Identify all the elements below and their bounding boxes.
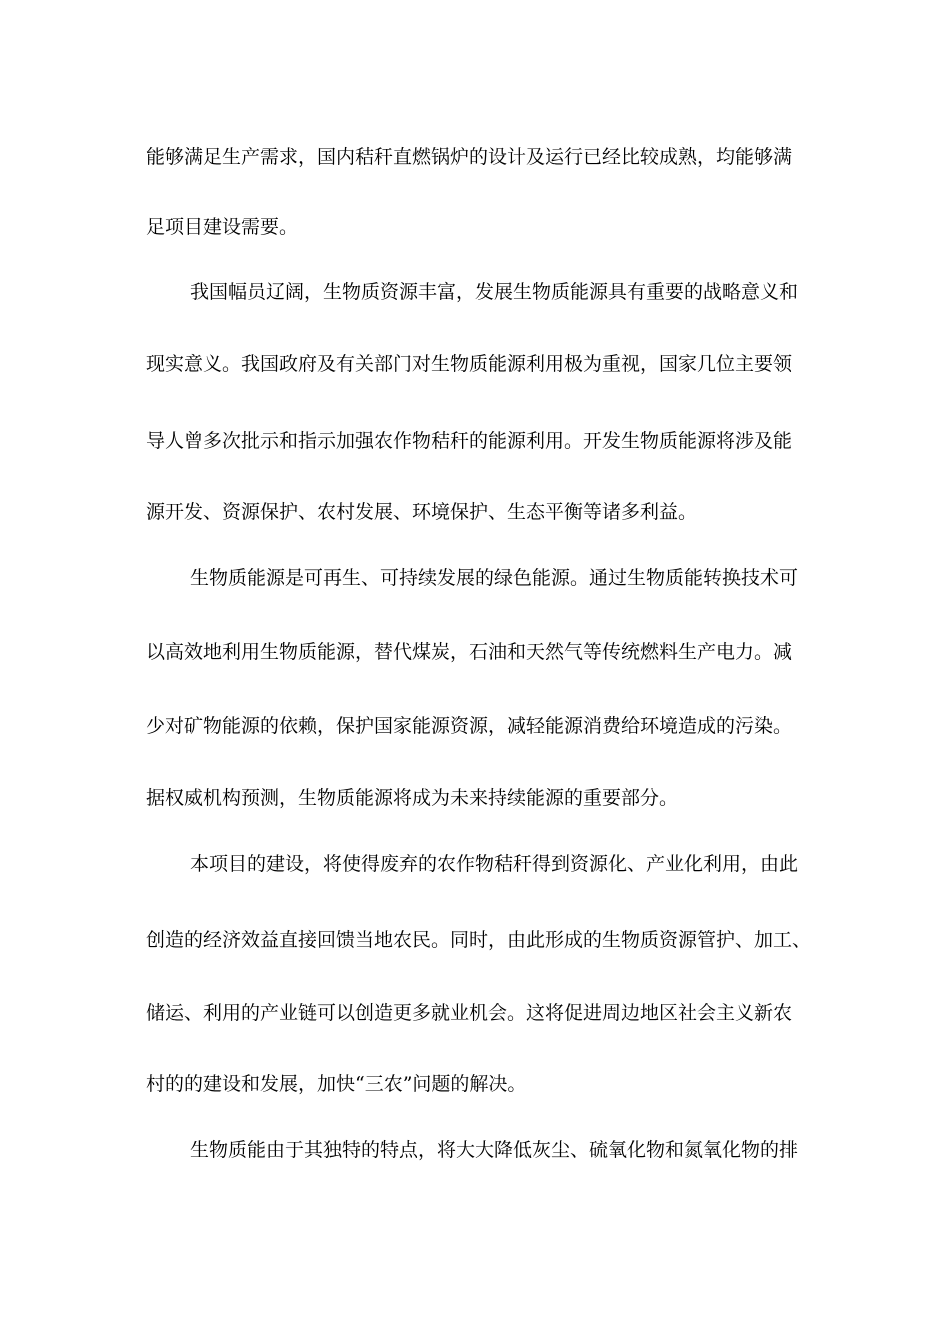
paragraph-start-line: 生物质能源是可再生、可持续发展的绿色能源。通过生物质能转换技术可 <box>190 567 799 589</box>
text-line: 储运、利用的产业链可以创造更多就业机会。这将促进周边地区社会主义新农 <box>146 1002 793 1024</box>
text-line: 据权威机构预测，生物质能源将成为未来持续能源的重要部分。 <box>146 787 679 809</box>
text-line: 导人曾多次批示和指示加强农作物秸秆的能源利用。开发生物质能源将涉及能 <box>146 430 793 452</box>
text-line: 源开发、资源保护、农村发展、环境保护、生态平衡等诸多利益。 <box>146 501 698 523</box>
paragraph-start-line: 本项目的建设，将使得废弃的农作物秸秆得到资源化、产业化利用，由此 <box>190 853 799 875</box>
text-line: 足项目建设需要。 <box>146 216 299 238</box>
text-line: 少对矿物能源的依赖，保护国家能源资源，减轻能源消费给环境造成的污染。 <box>146 715 793 737</box>
text-line: 创造的经济效益直接回馈当地农民。同时，由此形成的生物质资源管护、加工、 <box>146 929 812 951</box>
text-line: 村的的建设和发展，加快“三农”问题的解决。 <box>146 1073 527 1095</box>
paragraph-start-line: 我国幅员辽阔，生物质资源丰富，发展生物质能源具有重要的战略意义和 <box>190 281 799 303</box>
text-line: 能够满足生产需求，国内秸秆直燃锅炉的设计及运行已经比较成熟，均能够满 <box>146 146 793 168</box>
text-line: 现实意义。我国政府及有关部门对生物质能源利用极为重视，国家几位主要领 <box>146 353 793 375</box>
text-line: 以高效地利用生物质能源，替代煤炭，石油和天然气等传统燃料生产电力。减 <box>146 641 793 663</box>
paragraph-start-line: 生物质能由于其独特的特点，将大大降低灰尘、硫氧化物和氮氧化物的排 <box>190 1139 799 1161</box>
